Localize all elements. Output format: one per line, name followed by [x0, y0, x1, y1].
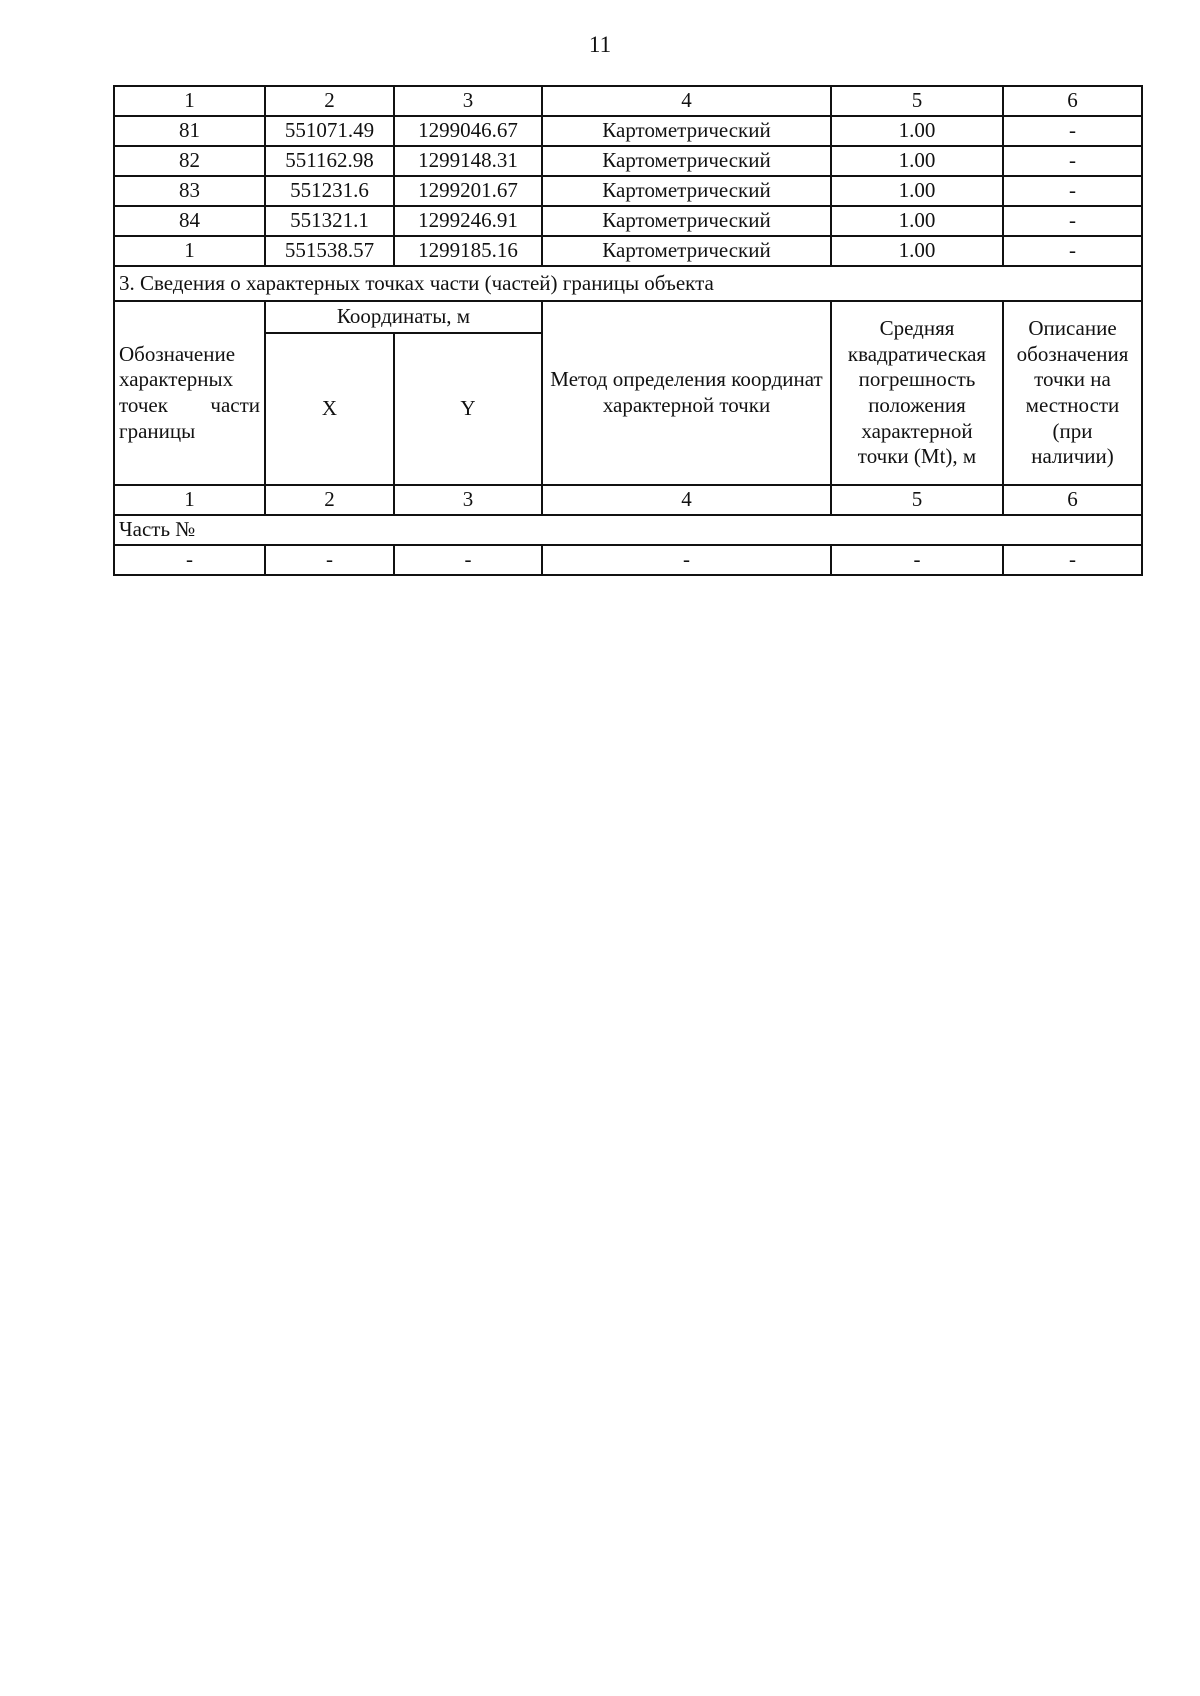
method: Картометрический — [542, 176, 831, 206]
section-column-number-row — [114, 485, 1142, 515]
x-coordinate: 551231.6 — [265, 176, 394, 206]
table-row — [114, 116, 1142, 146]
x-header: X — [265, 333, 394, 485]
empty-cell: - — [114, 545, 265, 575]
column-number: 3 — [394, 86, 542, 116]
description: - — [1003, 146, 1142, 176]
section-title: 3. Сведения о характерных точках части (частей) границы объекта — [114, 266, 1142, 301]
page-number: 11 — [588, 32, 612, 57]
description: - — [1003, 176, 1142, 206]
header-line: квадратическая — [847, 341, 987, 366]
designation-header — [114, 301, 265, 485]
mt-header — [831, 301, 1003, 485]
header-line: Описание — [1028, 316, 1117, 341]
table-row — [114, 206, 1142, 236]
mt-value: 1.00 — [831, 116, 1003, 146]
column-number: 6 — [1003, 86, 1142, 116]
description: - — [1003, 206, 1142, 236]
y-header: Y — [394, 333, 542, 485]
header-line: точки на — [1034, 367, 1111, 392]
mt-value: 1.00 — [831, 206, 1003, 236]
header-line: характерных — [119, 367, 234, 392]
note-header — [1003, 301, 1142, 485]
header-line: положения — [868, 393, 966, 417]
header-line: наличии) — [1031, 444, 1114, 469]
column-number: 2 — [265, 485, 394, 515]
empty-cell: - — [831, 545, 1003, 575]
x-coordinate: 551071.49 — [265, 116, 394, 146]
method: Картометрический — [542, 116, 831, 146]
table-row — [114, 545, 1142, 575]
header-line: обозначения — [1016, 341, 1129, 366]
x-coordinate: 551538.57 — [265, 236, 394, 266]
column-number-row — [114, 86, 1142, 116]
column-number: 3 — [394, 485, 542, 515]
y-coordinate: 1299046.67 — [394, 116, 542, 146]
coordinates-header: Координаты, м — [265, 301, 542, 333]
column-number: 2 — [265, 86, 394, 116]
description: - — [1003, 236, 1142, 266]
part-label-row — [114, 515, 1142, 545]
method: Картометрический — [542, 146, 831, 176]
x-coordinate: 551321.1 — [265, 206, 394, 236]
header-line: местности — [1025, 393, 1120, 417]
y-coordinate: 1299246.91 — [394, 206, 542, 236]
point-number: 81 — [114, 116, 265, 146]
column-number: 4 — [542, 485, 831, 515]
mt-value: 1.00 — [831, 146, 1003, 176]
point-number: 83 — [114, 176, 265, 206]
y-coordinate: 1299201.67 — [394, 176, 542, 206]
section-header-row — [114, 301, 1142, 333]
header-line: точки (Mt), м — [857, 444, 977, 469]
x-coordinate: 551162.98 — [265, 146, 394, 176]
empty-cell: - — [265, 545, 394, 575]
empty-cell: - — [394, 545, 542, 575]
header-line: точек части — [119, 393, 260, 417]
column-number: 1 — [114, 86, 265, 116]
table-row — [114, 236, 1142, 266]
column-number: 4 — [542, 86, 831, 116]
y-coordinate: 1299185.16 — [394, 236, 542, 266]
table-row — [114, 146, 1142, 176]
column-number: 6 — [1003, 485, 1142, 515]
method-header: Метод определения координат характерной точки — [542, 301, 831, 485]
method: Картометрический — [542, 236, 831, 266]
header-line: характерной — [861, 418, 973, 443]
empty-cell: - — [1003, 545, 1142, 575]
header-line: границы — [119, 418, 196, 443]
method: Картометрический — [542, 206, 831, 236]
column-number: 5 — [831, 485, 1003, 515]
header-line: (при — [1052, 418, 1093, 443]
point-number: 84 — [114, 206, 265, 236]
y-coordinate: 1299148.31 — [394, 146, 542, 176]
description: - — [1003, 116, 1142, 146]
header-line: погрешность — [858, 367, 976, 392]
header-line: Средняя — [879, 316, 955, 341]
point-number: 82 — [114, 146, 265, 176]
part-label: Часть № — [114, 515, 1142, 545]
mt-value: 1.00 — [831, 236, 1003, 266]
column-number: 5 — [831, 86, 1003, 116]
characteristic-points-table — [113, 85, 1143, 576]
column-number: 1 — [114, 485, 265, 515]
point-number: 1 — [114, 236, 265, 266]
header-line: Обозначение — [119, 341, 236, 366]
table-row — [114, 176, 1142, 206]
mt-value: 1.00 — [831, 176, 1003, 206]
empty-cell: - — [542, 545, 831, 575]
section-title-row — [114, 266, 1142, 301]
